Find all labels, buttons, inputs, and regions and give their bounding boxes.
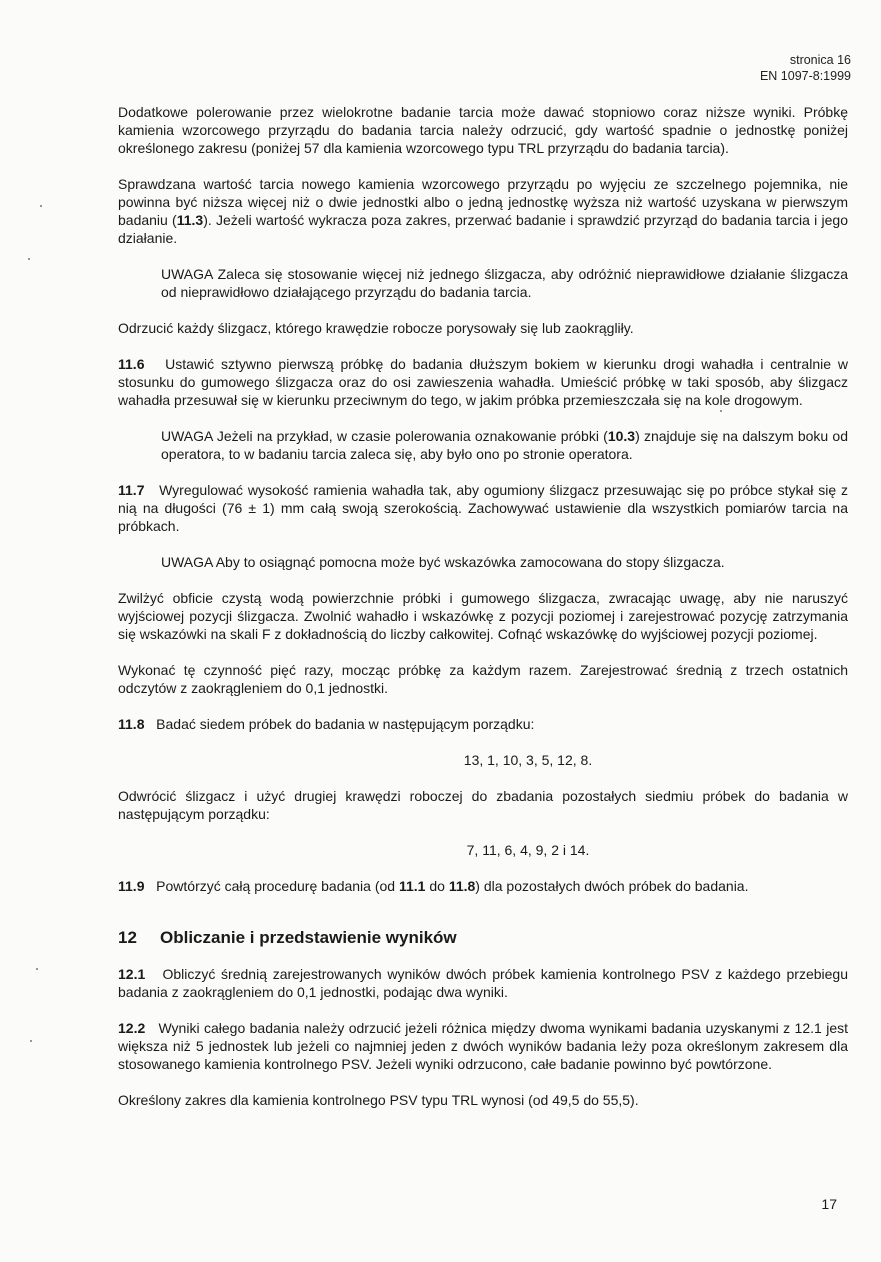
section-number: 11.8 bbox=[118, 716, 145, 732]
section-11-7: 11.7 Wyregulować wysokość ramienia wahadła tak, aby ogumiony ślizgacz przesuwając się po próbce stykał się z nią na długości (76 ± 1) mm całą swoją szerokością. Zachowywać ustawienie dla wszystkich pomiarów tarcia na próbkach. bbox=[118, 482, 848, 534]
section-12-2: 12.2 Wyniki całego badania należy odrzucić jeżeli różnica między dwoma wynikami badania uzyskanymi z 12.1 jest większa niż 5 jednostek lub jeżeli co najmniej jeden z dwóch wyników badania leży poza określonym zakresem dla stosowanego kamienia kontrolnego PSV. Jeżeli wyniki odrzucono, całe badanie powinno być powtórzone. bbox=[118, 1020, 848, 1072]
note-marking: UWAGA Jeżeli na przykład, w czasie polerowania oznakowanie próbki (10.3) znajduje się na dalszym boku od operatora, to w badaniu tarcia zaleca się, aby było ono po stronie operatora. bbox=[161, 428, 848, 462]
section-reference: 11.1 bbox=[398, 878, 426, 894]
note-pointer: UWAGA Aby to osiągnąć pomocna może być wskazówka zamocowana do stopy ślizgacza. bbox=[161, 554, 725, 570]
sample-order-1: 13, 1, 10, 3, 5, 12, 8. bbox=[463, 752, 593, 768]
scan-speck bbox=[36, 968, 38, 970]
section-11-9: 11.9 Powtórzyć całą procedurę badania (od 11.1 do 11.8) dla pozostałych dwóch próbek do badania. bbox=[118, 878, 749, 894]
paragraph-wetting: Zwilżyć obficie czystą wodą powierzchnie próbki i gumowego ślizgacza, zwracając uwagę, aby nie naruszyć wyjściowej pozycji ślizgacza. Zwolnić wahadło i wskazówkę z pozycji poziomej i zarejestrować pozycję zatrzymania się wskazówki na skali F z dokładnością do liczby całkowitej. Cofnąć wskazówkę do wyjściowej pozycji poziomej. bbox=[118, 590, 848, 642]
standard-number: EN 1097-8:1999 bbox=[759, 69, 851, 83]
section-number: 12.1 bbox=[118, 966, 146, 982]
section-12-1: 12.1 Obliczyć średnią zarejestrowanych wyników dwóch próbek kamienia kontrolnego PSV z każdego przebiegu badania z zaokrągleniem do 0,1 jednostki, podając dwa wyniki. bbox=[118, 966, 848, 1000]
paragraph-repeat-five: Wykonać tę czynność pięć razy, mocząc próbkę za każdym razem. Zarejestrować średnią z trzech ostatnich odczytów z zaokrągleniem do 0,1 jednostki. bbox=[118, 662, 848, 696]
page-header bbox=[760, 52, 851, 84]
section-reference: 11.3 bbox=[176, 212, 204, 228]
note-multiple-sliders: UWAGA Zaleca się stosowanie więcej niż jednego ślizgacza, aby odróżnić nieprawidłowe działanie ślizgacza od nieprawidłowo działającego przyrządu do badania tarcia. bbox=[161, 266, 848, 300]
section-reference: 11.8 bbox=[448, 878, 476, 894]
paragraph-reject-slider: Odrzucić każdy ślizgacz, którego krawędzie robocze porysowały się lub zaokrągliły. bbox=[118, 320, 634, 336]
paragraph-reverse-slider: Odwrócić ślizgacz i użyć drugiej krawędzi roboczej do zbadania pozostałych siedmiu próbek do badania w następującym porządku: bbox=[118, 788, 848, 822]
scan-speck bbox=[30, 1040, 32, 1042]
paragraph-checked-value: Sprawdzana wartość tarcia nowego kamienia wzorcowego przyrządu po wyjęciu ze szczelnego pojemnika, nie powinna być niższa więcej niż o dwie jednostki albo o jedną jednostkę wyższa niż wartość uzyskana w pierwszym badaniu (11.3). Jeżeli wartość wykracza poza zakres, przerwać badanie i sprawdzić przyrząd do badania tarcia i jego działanie. bbox=[118, 176, 848, 246]
heading-number: 12 bbox=[118, 928, 137, 947]
section-reference: 10.3 bbox=[607, 428, 636, 444]
heading-title: Obliczanie i przedstawienie wyników bbox=[160, 928, 457, 947]
section-number: 11.6 bbox=[118, 356, 145, 372]
section-number: 12.2 bbox=[118, 1020, 146, 1036]
scan-speck bbox=[720, 410, 722, 412]
scan-speck bbox=[40, 205, 42, 207]
page-number: 17 bbox=[821, 1196, 837, 1212]
section-number: 11.7 bbox=[118, 482, 145, 498]
paragraph-range: Określony zakres dla kamienia kontrolnego PSV typu TRL wynosi (od 49,5 do 55,5). bbox=[118, 1092, 639, 1108]
section-heading-12 bbox=[118, 927, 848, 949]
section-11-8: 11.8 Badać siedem próbek do badania w następującym porządku: bbox=[118, 716, 535, 732]
sample-order-2: 7, 11, 6, 4, 9, 2 i 14. bbox=[466, 842, 590, 858]
document-body bbox=[118, 103, 848, 1127]
section-11-6: 11.6 Ustawić sztywno pierwszą próbkę do badania dłuższym bokiem w kierunku drogi wahadła i centralnie w stosunku do gumowego ślizgacza oraz do osi zawieszenia wahadła. Umieścić próbkę w taki sposób, aby ślizgacz wahadła przesuwał się w kierunku przeciwnym do tego, w jakim próbka przemieszczała się na kole drogowym. bbox=[118, 356, 848, 408]
scan-speck bbox=[28, 258, 30, 260]
paragraph-polishing: Dodatkowe polerowanie przez wielokrotne badanie tarcia może dawać stopniowo coraz niższe wyniki. Próbkę kamienia wzorcowego przyrządu do badania tarcia należy odrzucić, gdy wartość spadnie o jednostkę poniżej określonego zakresu (poniżej 57 dla kamienia wzorcowego typu TRL przyrządu do badania tarcia). bbox=[118, 104, 848, 156]
page-label: stronica 16 bbox=[789, 53, 851, 67]
section-number: 11.9 bbox=[118, 878, 145, 894]
